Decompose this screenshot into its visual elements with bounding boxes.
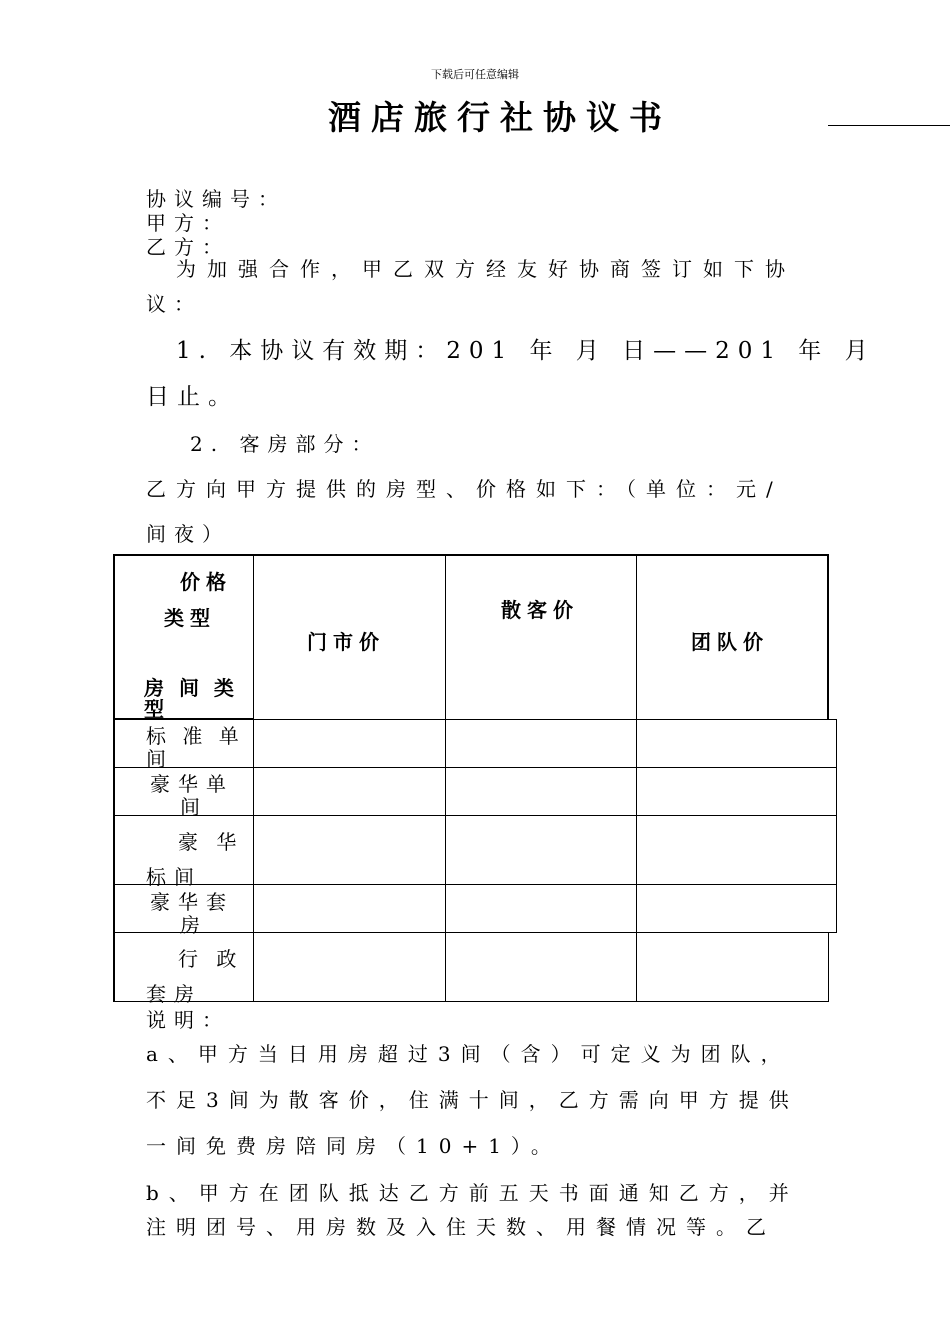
agreement-no-label: 协议编号： xyxy=(146,187,286,211)
table-right-border-header xyxy=(827,554,829,719)
price-intro-line-2: 间夜） xyxy=(146,522,230,546)
room-type-label: 豪华单 xyxy=(150,772,234,796)
room-type-label: 豪华套 xyxy=(150,890,234,914)
note-a-line-3: 一间免费房陪同房（10+1）。 xyxy=(146,1134,561,1158)
room-type-label-2: 标间 xyxy=(146,865,202,889)
clause-2-heading: 2. 客房部分： xyxy=(190,432,380,456)
table-right-border-body xyxy=(836,719,837,933)
column-divider xyxy=(253,554,254,1002)
party-b-label: 乙方： xyxy=(146,235,230,259)
corner-header-type: 类型 xyxy=(164,606,216,630)
column-divider xyxy=(636,554,637,1002)
table-top-border xyxy=(113,554,829,556)
room-type-label: 行 政 xyxy=(178,947,243,971)
column-divider xyxy=(445,554,446,1002)
corner-header-room-type-2: 型 xyxy=(144,697,170,721)
price-intro-line-1: 乙方向甲方提供的房型、价格如下：（单位：元/ xyxy=(146,477,783,501)
intro-line-2: 议： xyxy=(146,292,202,316)
corner-header-price: 价格 xyxy=(180,570,232,594)
room-type-label: 标 准 单 xyxy=(146,724,244,748)
title-rule xyxy=(828,125,950,126)
notes-heading: 说明： xyxy=(146,1008,230,1032)
header-note: 下载后可任意编辑 xyxy=(431,68,519,81)
row-divider xyxy=(113,815,836,816)
row-divider xyxy=(113,932,836,933)
column-header-walkin-rate: 散客价 xyxy=(501,598,579,622)
room-type-label: 豪 华 xyxy=(178,830,243,854)
header-bottom-border xyxy=(253,719,836,720)
table-bottom-border xyxy=(113,1001,828,1002)
table-left-border xyxy=(113,554,115,1002)
table-right-border-last xyxy=(828,932,829,1002)
room-type-label-2: 套房 xyxy=(146,982,202,1006)
clause-1-line-1: 1. 本协议有效期：201 年 月 日——201 年 月 xyxy=(176,338,876,364)
room-type-label-2: 间 xyxy=(180,795,208,819)
row-divider xyxy=(113,884,836,885)
note-b-line-2: 注明团号、用房数及入住天数、用餐情况等。乙 xyxy=(146,1215,776,1239)
intro-line-1: 为加强合作，甲乙双方经友好协商签订如下协 xyxy=(176,257,796,281)
note-a-line-1: a、甲方当日用房超过3间（含）可定义为团队， xyxy=(146,1042,791,1066)
column-header-door-rate: 门市价 xyxy=(307,630,385,654)
note-a-line-2: 不足3间为散客价，住满十间，乙方需向甲方提供 xyxy=(146,1088,799,1112)
clause-1-line-2: 日止。 xyxy=(146,384,239,410)
corner-header-room-type: 房 间 类 xyxy=(144,676,238,700)
room-type-label-2: 间 xyxy=(146,747,174,771)
party-a-label: 甲方： xyxy=(146,211,230,235)
note-b-line-1: b、甲方在团队抵达乙方前五天书面通知乙方，并 xyxy=(146,1181,799,1205)
room-type-label-2: 房 xyxy=(180,913,208,937)
column-header-group-rate: 团队价 xyxy=(691,630,769,654)
document-title: 酒店旅行社协议书 xyxy=(328,98,672,137)
